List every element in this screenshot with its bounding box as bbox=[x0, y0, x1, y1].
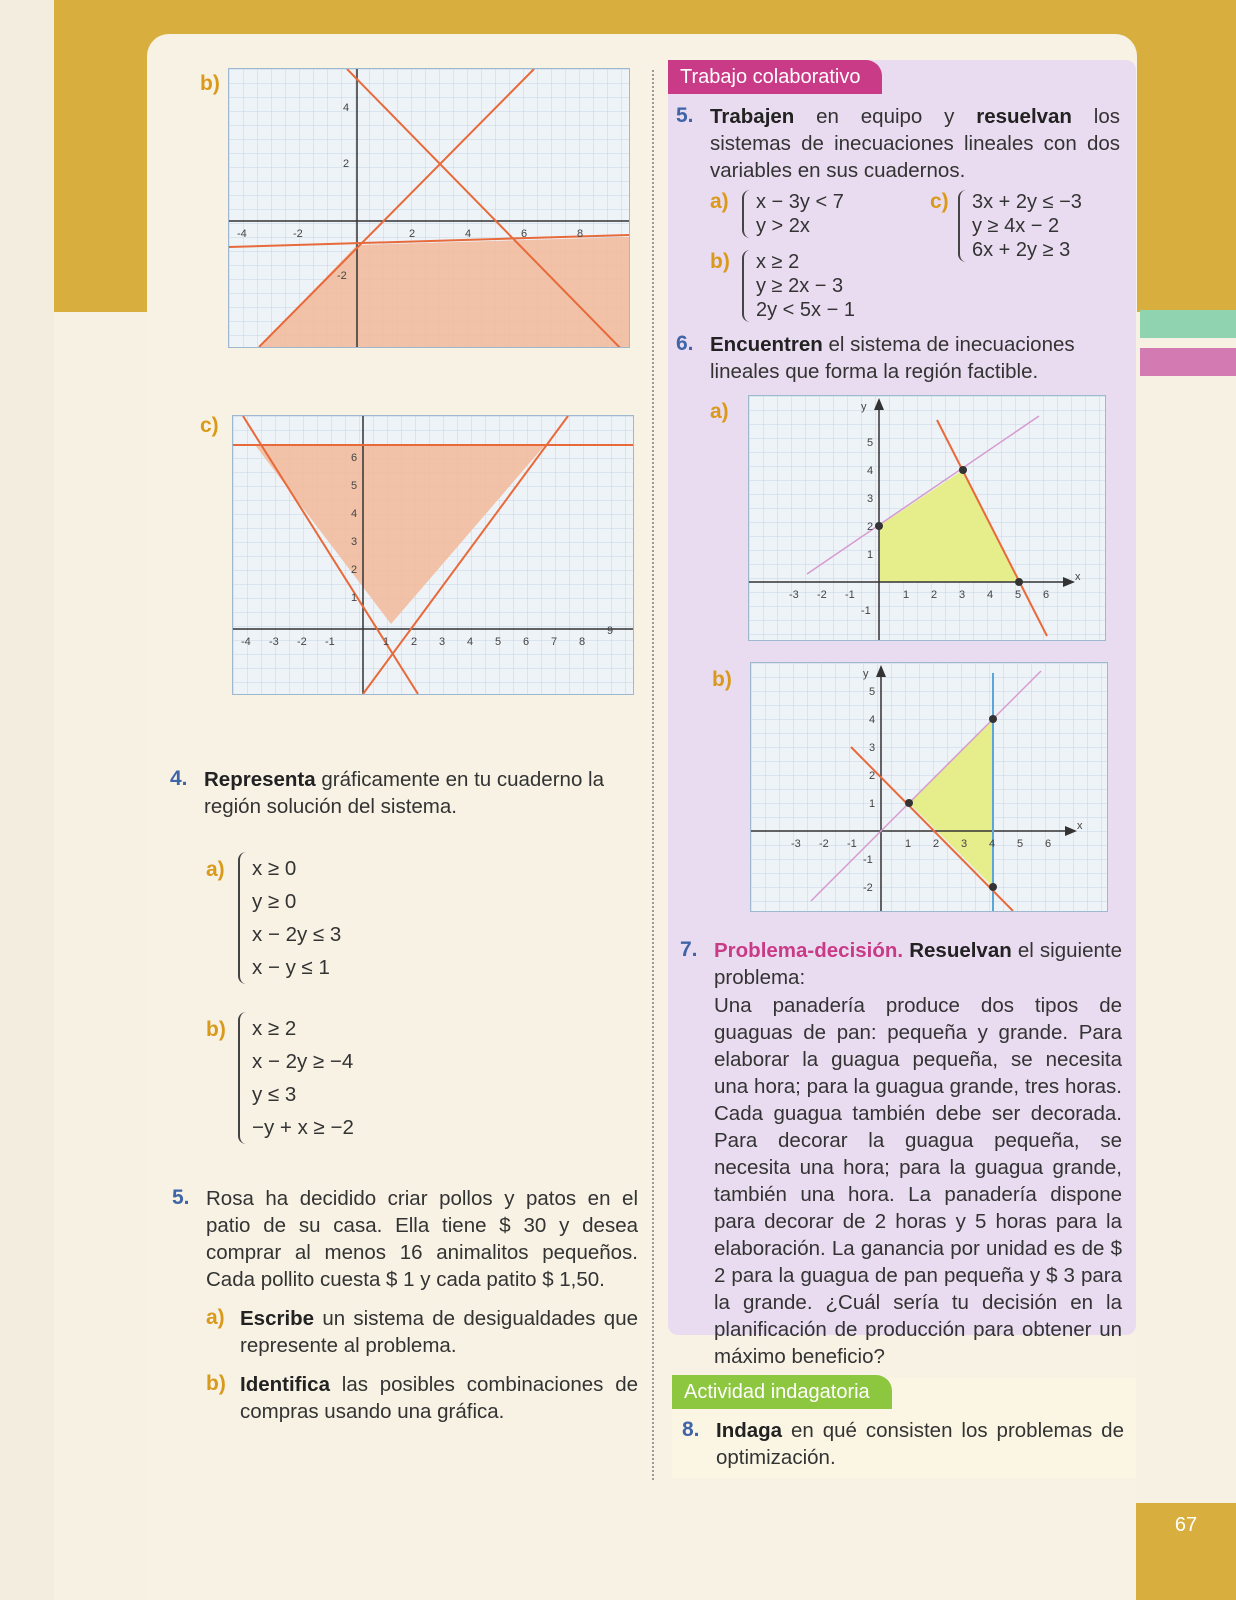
tick-x: 3 bbox=[961, 838, 968, 850]
tick-x: 2 bbox=[933, 838, 940, 850]
tick-x: 6 bbox=[1043, 589, 1050, 601]
ex5b-label: b) bbox=[206, 1372, 226, 1395]
vertex bbox=[905, 799, 913, 807]
tick-x: -1 bbox=[845, 589, 855, 601]
tick-x: -4 bbox=[237, 228, 247, 240]
inequality: x − y ≤ 1 bbox=[252, 956, 330, 979]
r6b-label: b) bbox=[712, 668, 732, 691]
tick-x: 4 bbox=[465, 228, 472, 240]
inequality: y ≤ 3 bbox=[252, 1083, 297, 1106]
inequality: y ≥ 0 bbox=[252, 890, 297, 913]
r6-number: 6. bbox=[676, 332, 694, 355]
r5a-system bbox=[742, 190, 916, 238]
tick-x: 6 bbox=[1045, 838, 1052, 850]
r5a-label: a) bbox=[710, 190, 729, 213]
section-title-collab: Trabajo colaborativo bbox=[668, 60, 882, 94]
tick-x: -1 bbox=[847, 838, 857, 850]
tick-y: -1 bbox=[861, 605, 871, 617]
r5-text bbox=[710, 103, 1120, 184]
tick-x: 4 bbox=[989, 838, 996, 850]
r5c-label: c) bbox=[930, 190, 949, 213]
tick-y: 1 bbox=[351, 592, 358, 604]
tick-x: 8 bbox=[579, 636, 586, 648]
tick-x: 6 bbox=[521, 228, 528, 240]
inequality: y > 2x bbox=[756, 215, 810, 237]
tick-y: 2 bbox=[351, 564, 358, 576]
axis-y-label: y bbox=[863, 668, 869, 680]
tick-x: 5 bbox=[495, 636, 502, 648]
inequality: 3x + 2y ≤ −3 bbox=[972, 191, 1082, 213]
axis-x-label: x bbox=[1077, 820, 1083, 832]
r6a-label: a) bbox=[710, 400, 729, 423]
page-margin bbox=[0, 0, 54, 1600]
tick-x: -1 bbox=[325, 636, 335, 648]
inequality: x − 3y < 7 bbox=[756, 191, 844, 213]
graph-6b bbox=[750, 662, 1108, 912]
tick-y: 6 bbox=[351, 452, 358, 464]
r8-verb: Indaga bbox=[716, 1419, 783, 1442]
vertex bbox=[959, 466, 967, 474]
ex5a-text bbox=[240, 1305, 638, 1359]
tick-x: -3 bbox=[791, 838, 801, 850]
tick-x: 3 bbox=[959, 589, 966, 601]
tick-x: 4 bbox=[467, 636, 474, 648]
ex4a-label: a) bbox=[206, 858, 225, 881]
r7-tag: Problema-decisión. bbox=[714, 939, 904, 962]
tick-x: 5 bbox=[1015, 589, 1022, 601]
ex5a-body: un sistema de desigualdades que represente al problema. bbox=[240, 1307, 638, 1357]
ex4-text bbox=[204, 766, 638, 820]
tick-y: 3 bbox=[867, 493, 874, 505]
graph-c bbox=[232, 415, 634, 695]
r7-verb: Resuelvan bbox=[903, 939, 1012, 962]
side-tab-green bbox=[1140, 310, 1236, 338]
ex4b-label: b) bbox=[206, 1018, 226, 1041]
inequality: x − 2y ≥ −4 bbox=[252, 1050, 354, 1073]
graph-c-label: c) bbox=[200, 414, 219, 437]
r5-number: 5. bbox=[676, 104, 694, 127]
vertex bbox=[989, 715, 997, 723]
tick-x: 3 bbox=[439, 636, 446, 648]
tick-x: -3 bbox=[789, 589, 799, 601]
tick-x: -4 bbox=[241, 636, 251, 648]
tick-y: 2 bbox=[869, 770, 876, 782]
vertex bbox=[989, 883, 997, 891]
inequality: x ≥ 2 bbox=[252, 1017, 297, 1040]
inequality: −y + x ≥ −2 bbox=[252, 1116, 354, 1139]
ex4-verb: Representa bbox=[204, 768, 316, 791]
tick-x: -2 bbox=[293, 228, 303, 240]
tick-y: 4 bbox=[869, 714, 876, 726]
ex4b-system bbox=[238, 1012, 452, 1144]
graph-b bbox=[228, 68, 630, 348]
r5-verb2: resuelvan bbox=[976, 105, 1072, 128]
ex5b-text bbox=[240, 1371, 638, 1425]
vertex bbox=[1015, 578, 1023, 586]
inequality: x − 2y ≤ 3 bbox=[252, 923, 342, 946]
tick-x: 6 bbox=[523, 636, 530, 648]
tick-x: 1 bbox=[383, 636, 390, 648]
inequality: y ≥ 2x − 3 bbox=[756, 275, 844, 297]
tick-y: 1 bbox=[869, 798, 876, 810]
ex4-body: gráficamente en tu cuaderno la región solución del sistema. bbox=[204, 768, 604, 818]
tick-x: 1 bbox=[903, 589, 910, 601]
tick-y: 4 bbox=[343, 102, 350, 114]
ex5a-verb: Escribe bbox=[240, 1307, 315, 1330]
tick-x: 9 bbox=[607, 625, 614, 637]
tick-y: 4 bbox=[867, 465, 874, 477]
r8-body: en qué consisten los problemas de optimización. bbox=[716, 1419, 1124, 1469]
tick-y: 5 bbox=[869, 686, 876, 698]
r5-mid: en equipo y bbox=[794, 105, 977, 128]
axis-x-label: x bbox=[1075, 571, 1081, 583]
ex5-number: 5. bbox=[172, 1186, 190, 1209]
tick-x: -2 bbox=[819, 838, 829, 850]
ex5a-label: a) bbox=[206, 1306, 225, 1329]
tick-y: 5 bbox=[351, 480, 358, 492]
r5-verb1: Trabajen bbox=[710, 105, 795, 128]
tick-x: -2 bbox=[297, 636, 307, 648]
tick-y: 4 bbox=[351, 508, 358, 520]
section-title-indag: Actividad indagatoria bbox=[672, 1375, 892, 1409]
tick-x: -2 bbox=[817, 589, 827, 601]
tick-y: 2 bbox=[867, 521, 874, 533]
ex4-number: 4. bbox=[170, 767, 188, 790]
inequality: 2y < 5x − 1 bbox=[756, 299, 855, 321]
tick-x: -3 bbox=[269, 636, 279, 648]
r7-problem: Una panadería produce dos tipos de guaguas de pan: pequeña y grande. Para elaborar la guagua pequeña, se necesita una hora; para la guagua grande, tres horas. Cada guagua también debe ser decorada. Para decorar la guagua pequeña, se necesita una hora; para la guagua grande, también una hora. La panadería dispone para decorar de 2 horas y 5 horas para la elaboración. La ganancia por unidad es de $ 2 para la guagua de pan pequeña y $ 3 para la grande. ¿Cuál sería tu decisión en la planificación de producción para obtener un máximo beneficio? bbox=[714, 994, 1122, 1368]
tick-x: 2 bbox=[931, 589, 938, 601]
inequality: x ≥ 0 bbox=[252, 857, 297, 880]
axis-y-label: y bbox=[861, 401, 867, 413]
r7-heading bbox=[714, 937, 1122, 991]
tick-x: 7 bbox=[551, 636, 558, 648]
r7-number: 7. bbox=[680, 938, 698, 961]
tick-y: 1 bbox=[867, 549, 874, 561]
r5b-system bbox=[742, 250, 916, 322]
ex5-text: Rosa ha decidido criar pollos y patos en el patio de su casa. Ella tiene $ 30 y desea comprar al menos 16 animalitos pequeños. Cada pollito cuesta $ 1 y cada patito $ 1,50. bbox=[206, 1187, 638, 1291]
page-number: 67 bbox=[1174, 1514, 1198, 1536]
ex4a-system bbox=[238, 852, 452, 984]
tick-y: -1 bbox=[863, 854, 873, 866]
inequality: 6x + 2y ≥ 3 bbox=[972, 239, 1071, 261]
ex5b-verb: Identifica bbox=[240, 1373, 330, 1396]
r7-intro: el siguiente problema: bbox=[714, 939, 1122, 989]
tick-y: 3 bbox=[351, 536, 358, 548]
tick-x: 8 bbox=[577, 228, 584, 240]
tick-x: 2 bbox=[411, 636, 418, 648]
graph-6a bbox=[748, 395, 1106, 641]
inequality: x ≥ 2 bbox=[756, 251, 800, 273]
ex5b-body: las posibles combinaciones de compras usando una gráfica. bbox=[240, 1373, 638, 1423]
tick-y: 3 bbox=[869, 742, 876, 754]
r6-text bbox=[710, 331, 1120, 385]
graph-b-label: b) bbox=[200, 72, 220, 95]
r8-number: 8. bbox=[682, 1418, 700, 1441]
r5b-label: b) bbox=[710, 250, 730, 273]
tick-y: 2 bbox=[343, 158, 350, 170]
r6-body: el sistema de inecuaciones lineales que forma la región factible. bbox=[710, 333, 1075, 383]
vertex bbox=[875, 522, 883, 530]
r5c-system bbox=[958, 190, 1132, 262]
tick-x: 4 bbox=[987, 589, 994, 601]
tick-x: 2 bbox=[409, 228, 416, 240]
side-tab-pink bbox=[1140, 348, 1236, 376]
r8-text bbox=[716, 1417, 1124, 1471]
tick-x: 1 bbox=[905, 838, 912, 850]
tick-y: -2 bbox=[863, 882, 873, 894]
tick-y: -2 bbox=[337, 270, 347, 282]
column-divider bbox=[652, 70, 654, 1480]
inequality: y ≥ 4x − 2 bbox=[972, 215, 1060, 237]
r5-rest: los sistemas de inecuaciones lineales con dos variables en sus cuadernos. bbox=[710, 105, 1120, 182]
tick-y: 5 bbox=[867, 437, 874, 449]
r6-verb: Encuentren bbox=[710, 333, 823, 356]
tick-x: 5 bbox=[1017, 838, 1024, 850]
